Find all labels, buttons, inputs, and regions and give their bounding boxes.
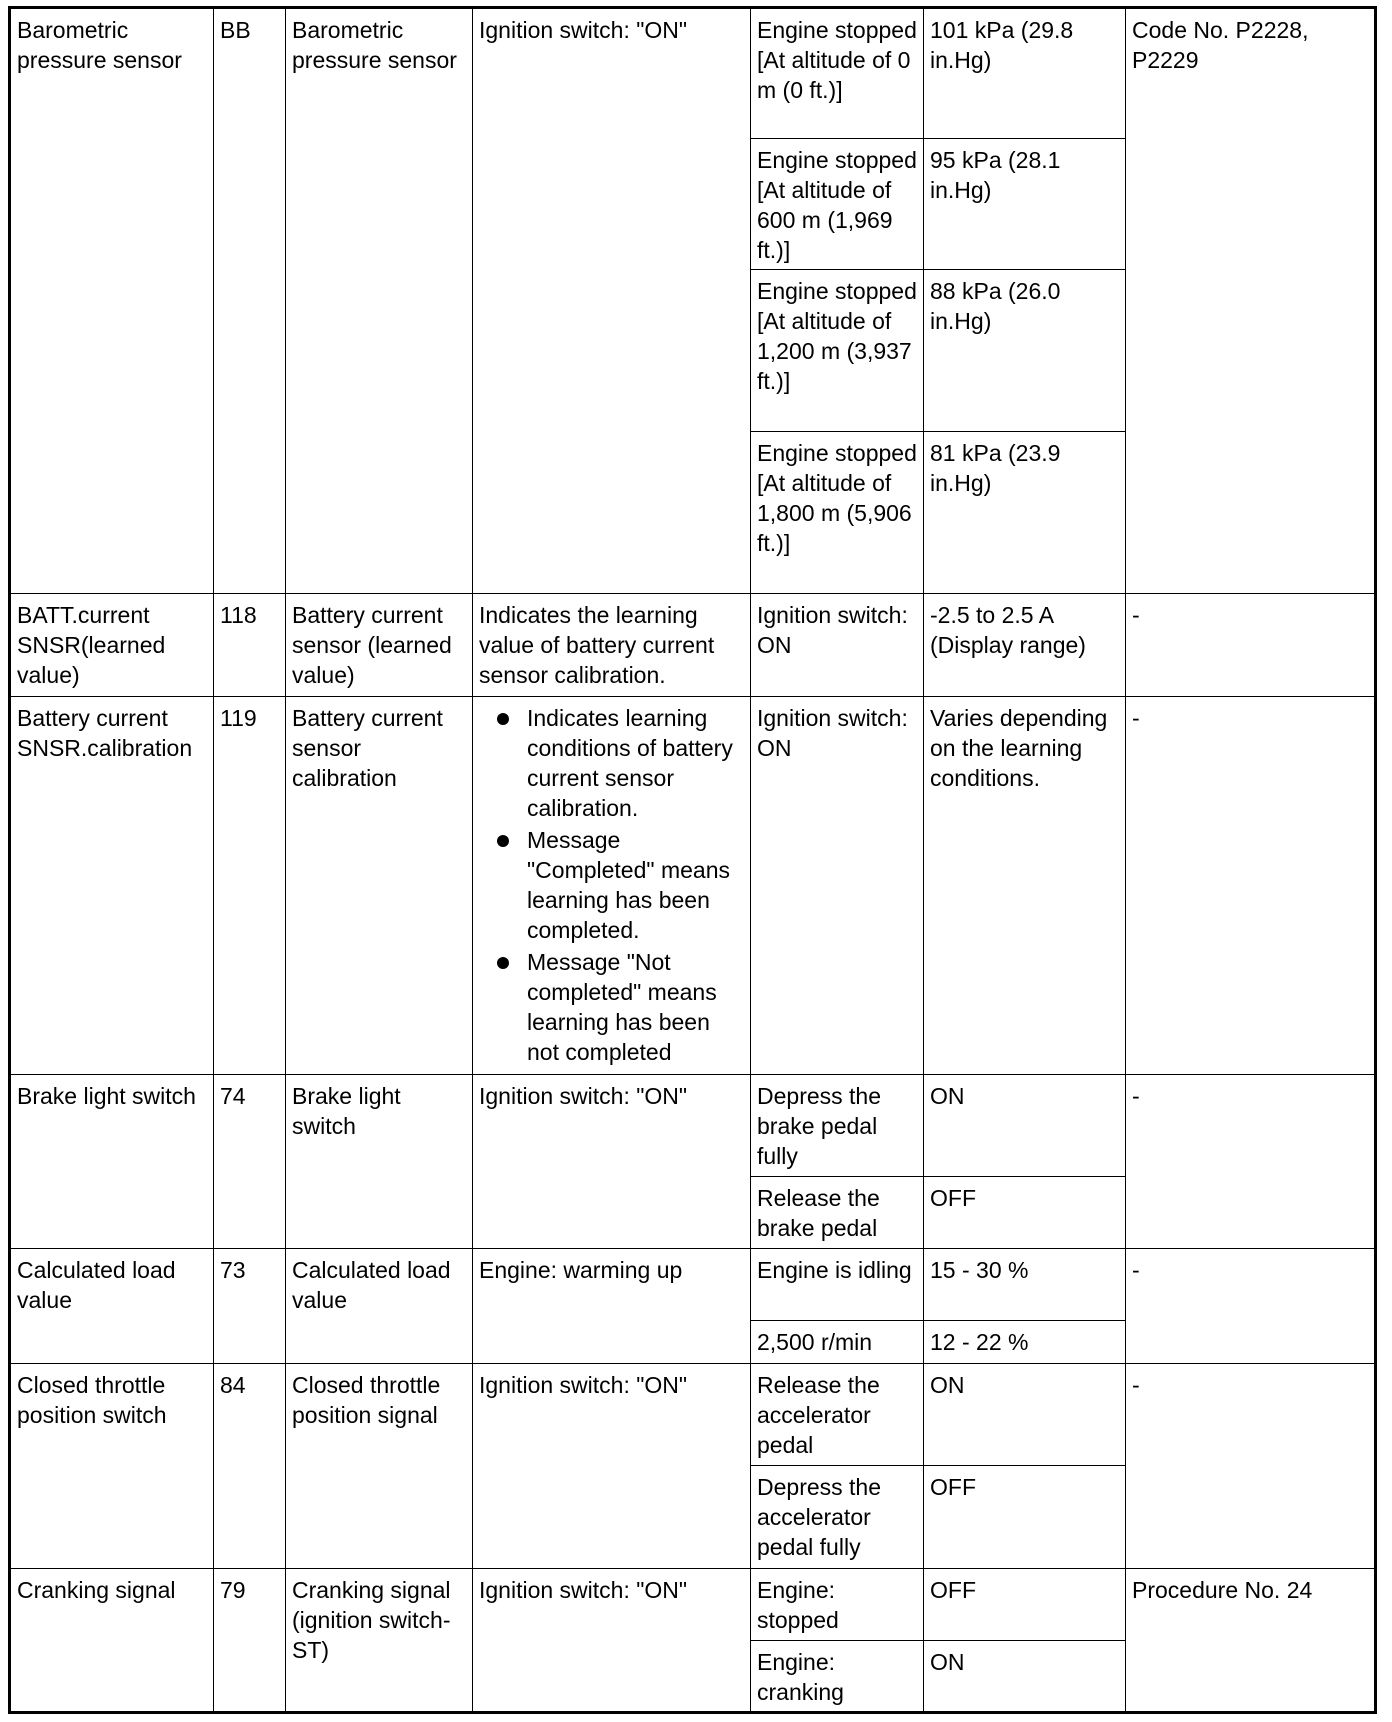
reference-cell: -: [1126, 1249, 1376, 1364]
code-cell: BB: [214, 8, 286, 594]
item-cell: Calculated load value: [10, 1249, 214, 1364]
name-cell: Calculated load value: [286, 1249, 473, 1364]
code-cell: 118: [214, 594, 286, 697]
value-cell: -2.5 to 2.5 A (Display range): [924, 594, 1126, 697]
item-cell: Brake light switch: [10, 1075, 214, 1249]
state-cell: Ignition switch: ON: [751, 594, 924, 697]
state-cell: Release the accelerator pedal: [751, 1364, 924, 1466]
value-cell: 88 kPa (26.0 in.Hg): [924, 270, 1126, 432]
code-cell: 119: [214, 697, 286, 1075]
value-cell: Varies depending on the learning conditions.: [924, 697, 1126, 1075]
reference-cell: Procedure No. 24: [1126, 1569, 1376, 1713]
reference-cell: -: [1126, 697, 1376, 1075]
condition-cell: Ignition switch: "ON": [473, 1569, 751, 1713]
value-cell: ON: [924, 1364, 1126, 1466]
state-cell: Depress the brake pedal fully: [751, 1075, 924, 1177]
code-cell: 84: [214, 1364, 286, 1569]
name-cell: Battery current sensor calibration: [286, 697, 473, 1075]
code-cell: 79: [214, 1569, 286, 1713]
reference-cell: -: [1126, 1364, 1376, 1569]
value-cell: ON: [924, 1075, 1126, 1177]
list-item: Message "Completed" means learning has been completed.: [527, 825, 745, 945]
list-item: Message "Not completed" means learning has been not completed: [527, 947, 745, 1067]
name-cell: Closed throttle position signal: [286, 1364, 473, 1569]
name-cell: Cranking signal (ignition switch-ST): [286, 1569, 473, 1713]
state-cell: Engine stopped [At altitude of 1,800 m (5,906 ft.)]: [751, 432, 924, 594]
condition-cell: Indicates the learning value of battery current sensor calibration.: [473, 594, 751, 697]
item-cell: BATT.current SNSR(learned value): [10, 594, 214, 697]
state-cell: Ignition switch: ON: [751, 697, 924, 1075]
value-cell: OFF: [924, 1569, 1126, 1641]
item-cell: Battery current SNSR.calibration: [10, 697, 214, 1075]
value-cell: 101 kPa (29.8 in.Hg): [924, 8, 1126, 139]
table-row: [10, 1249, 1376, 1321]
table-row: [10, 1075, 1376, 1177]
list-item: Indicates learning conditions of battery current sensor calibration.: [527, 703, 745, 823]
table-row: [10, 8, 1376, 139]
state-cell: Engine is idling: [751, 1249, 924, 1321]
state-cell: Release the brake pedal: [751, 1177, 924, 1249]
value-cell: 95 kPa (28.1 in.Hg): [924, 139, 1126, 270]
condition-cell: Engine: warming up: [473, 1249, 751, 1364]
reference-cell: Code No. P2228, P2229: [1126, 8, 1376, 594]
item-cell: Barometric pressure sensor: [10, 8, 214, 594]
state-cell: Engine: cranking: [751, 1641, 924, 1713]
state-cell: Engine: stopped: [751, 1569, 924, 1641]
code-cell: 74: [214, 1075, 286, 1249]
state-cell: Engine stopped [At altitude of 1,200 m (3,937 ft.)]: [751, 270, 924, 432]
value-cell: 12 - 22 %: [924, 1321, 1126, 1364]
table-row: [10, 1569, 1376, 1641]
condition-cell: Ignition switch: "ON": [473, 1364, 751, 1569]
condition-cell: Ignition switch: "ON": [473, 1075, 751, 1249]
table-row: [10, 594, 1376, 697]
table-row: [10, 697, 1376, 1075]
value-cell: ON: [924, 1641, 1126, 1713]
value-cell: OFF: [924, 1177, 1126, 1249]
name-cell: Battery current sensor (learned value): [286, 594, 473, 697]
value-cell: OFF: [924, 1466, 1126, 1569]
state-cell: Engine stopped [At altitude of 0 m (0 ft.)]: [751, 8, 924, 139]
item-cell: Cranking signal: [10, 1569, 214, 1713]
state-cell: Depress the accelerator pedal fully: [751, 1466, 924, 1569]
value-cell: 81 kPa (23.9 in.Hg): [924, 432, 1126, 594]
reference-cell: -: [1126, 1075, 1376, 1249]
condition-cell: [473, 697, 751, 1075]
state-cell: 2,500 r/min: [751, 1321, 924, 1364]
table-row: [10, 1364, 1376, 1466]
value-cell: 15 - 30 %: [924, 1249, 1126, 1321]
reference-cell: -: [1126, 594, 1376, 697]
item-cell: Closed throttle position switch: [10, 1364, 214, 1569]
state-cell: Engine stopped [At altitude of 600 m (1,969 ft.)]: [751, 139, 924, 270]
name-cell: Brake light switch: [286, 1075, 473, 1249]
name-cell: Barometric pressure sensor: [286, 8, 473, 594]
condition-bullet-list: [479, 703, 745, 1067]
document-page: [8, 6, 1374, 1716]
code-cell: 73: [214, 1249, 286, 1364]
condition-cell: Ignition switch: "ON": [473, 8, 751, 594]
data-monitor-table: [8, 6, 1377, 1714]
